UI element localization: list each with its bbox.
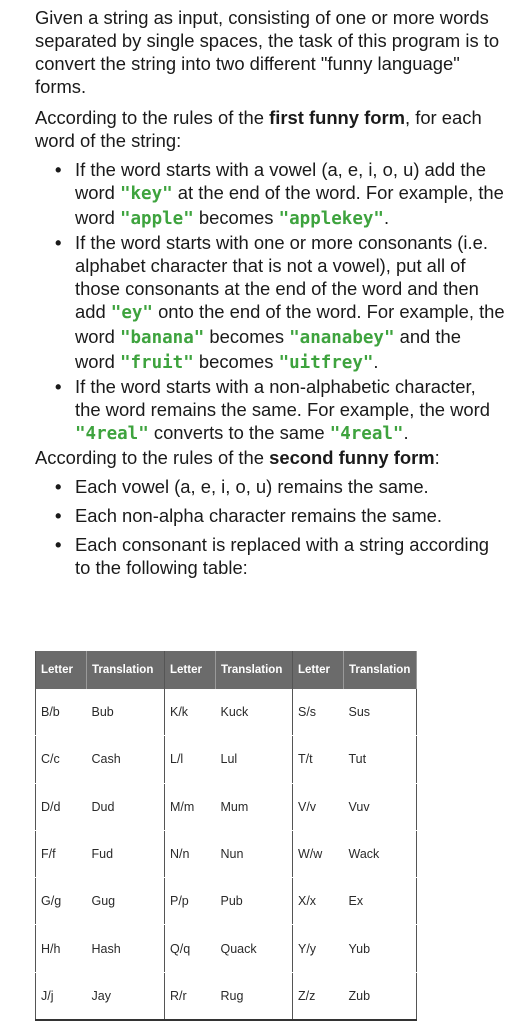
translation-cell: Dud: [87, 783, 165, 830]
rule-text: becomes: [204, 326, 290, 347]
bullet: •: [55, 159, 62, 180]
rule-text: becomes: [193, 207, 279, 228]
translation-cell: Zub: [344, 972, 417, 1020]
rule-text: .: [373, 351, 379, 372]
translation-cell: Fud: [87, 830, 165, 877]
rule-text: onto the end of the word. For example, the word: [75, 301, 505, 347]
letter-cell: G/g: [36, 878, 87, 925]
translation-cell: Mum: [216, 783, 293, 830]
table-row: [36, 878, 417, 925]
second-form-lead: [35, 446, 505, 469]
translation-cell: Jay: [87, 972, 165, 1020]
rule-vowel: [35, 158, 505, 231]
table-row: [36, 689, 417, 736]
translation-cell: Sus: [344, 689, 417, 736]
header-letter: Letter: [165, 651, 216, 689]
header-translation: Translation: [344, 651, 417, 689]
code-4real-same: "4real": [329, 424, 404, 444]
translation-cell: Bub: [87, 689, 165, 736]
table-row: [36, 925, 417, 972]
letter-cell: F/f: [36, 830, 87, 877]
rule-text: .: [383, 207, 390, 228]
code-key: "key": [119, 184, 173, 204]
bullet: •: [55, 476, 62, 497]
rule-text: at the end of the word. For example, the word: [75, 182, 504, 228]
translation-cell: Yub: [344, 925, 417, 972]
translation-cell: Ex: [344, 878, 417, 925]
table-row: [36, 783, 417, 830]
code-fruit: "fruit": [119, 353, 194, 373]
rule-text: Each consonant is replaced with a string according to the following table:: [75, 534, 490, 578]
translation-cell: Hash: [87, 925, 165, 972]
rule-text: and the word: [75, 326, 461, 372]
rule-text: .: [403, 422, 409, 443]
second-form-rules: [35, 475, 505, 579]
letter-cell: T/t: [293, 736, 344, 783]
translation-cell: Kuck: [216, 689, 293, 736]
letter-cell: Z/z: [293, 972, 344, 1020]
first-form-term: first funny form: [269, 107, 405, 128]
translation-cell: Quack: [216, 925, 293, 972]
letter-cell: N/n: [165, 830, 216, 877]
letter-cell: V/v: [293, 783, 344, 830]
letter-cell: R/r: [165, 972, 216, 1020]
rule-non-alpha-same: [35, 504, 505, 527]
code-applekey: "applekey": [278, 209, 384, 229]
header-letter: Letter: [293, 651, 344, 689]
rule-consonant-replace: [35, 533, 505, 579]
letter-cell: B/b: [36, 689, 87, 736]
translation-cell: Pub: [216, 878, 293, 925]
letter-cell: H/h: [36, 925, 87, 972]
second-form-term: second funny form: [269, 447, 435, 468]
first-form-lead: [35, 106, 505, 152]
translation-cell: Rug: [216, 972, 293, 1020]
rule-text: Each vowel (a, e, i, o, u) remains the same.: [75, 476, 429, 497]
translation-cell: Vuv: [344, 783, 417, 830]
letter-cell: Y/y: [293, 925, 344, 972]
header-translation: Translation: [216, 651, 293, 689]
letter-cell: W/w: [293, 830, 344, 877]
intro-paragraph: Given a string as input, consisting of one or more words separated by single spaces, the task of this program is to convert the string into two different "funny language" forms.: [35, 7, 500, 97]
letter-cell: J/j: [36, 972, 87, 1020]
code-banana: "banana": [119, 328, 205, 348]
document-body: [35, 6, 505, 585]
bullet: •: [55, 534, 62, 555]
rule-text: converts to the same: [148, 422, 330, 443]
bullet: •: [55, 232, 62, 253]
code-ananabey: "ananabey": [289, 328, 395, 348]
code-4real: "4real": [75, 424, 149, 444]
letter-cell: K/k: [165, 689, 216, 736]
rule-text: Each non-alpha character remains the same.: [75, 505, 442, 526]
rule-non-alpha: [35, 375, 505, 446]
rule-text: If the word starts with one or more consonants (i.e. alphabet character that is not a vowel), put all of those consonants at the end of the word and then add: [75, 232, 488, 322]
rule-text: If the word starts with a non-alphabetic character, the word remains the same. For example, the word: [75, 376, 490, 420]
bullet: •: [55, 376, 62, 397]
table-header-row: [36, 651, 417, 689]
lead-text-end: , for each word of the string:: [35, 107, 482, 151]
letter-cell: D/d: [36, 783, 87, 830]
letter-cell: C/c: [36, 736, 87, 783]
table-row: [36, 972, 417, 1020]
translation-cell: Gug: [87, 878, 165, 925]
first-form-rules: [35, 158, 505, 446]
rule-text: becomes: [193, 351, 279, 372]
rule-consonant: [35, 231, 505, 375]
header-letter: Letter: [36, 651, 87, 689]
table-row: [36, 736, 417, 783]
letter-cell: Q/q: [165, 925, 216, 972]
translation-cell: Wack: [344, 830, 417, 877]
table-row: [36, 830, 417, 877]
bullet: •: [55, 505, 62, 526]
translation-cell: Tut: [344, 736, 417, 783]
translation-cell: Lul: [216, 736, 293, 783]
letter-cell: M/m: [165, 783, 216, 830]
letter-cell: S/s: [293, 689, 344, 736]
translation-table: [35, 651, 417, 1021]
letter-cell: X/x: [293, 878, 344, 925]
lead-text: According to the rules of the: [35, 107, 270, 128]
lead-text-end: :: [434, 447, 440, 468]
translation-cell: Nun: [216, 830, 293, 877]
code-uitfrey: "uitfrey": [278, 353, 374, 373]
translation-cell: Cash: [87, 736, 165, 783]
letter-cell: L/l: [165, 736, 216, 783]
letter-cell: P/p: [165, 878, 216, 925]
code-ey: "ey": [110, 303, 153, 323]
rule-text: If the word starts with a vowel (a, e, i, o, u) add the word: [75, 159, 486, 203]
lead-text: According to the rules of the: [35, 447, 270, 468]
rule-vowel-same: [35, 475, 505, 498]
header-translation: Translation: [87, 651, 165, 689]
code-apple: "apple": [119, 209, 194, 229]
